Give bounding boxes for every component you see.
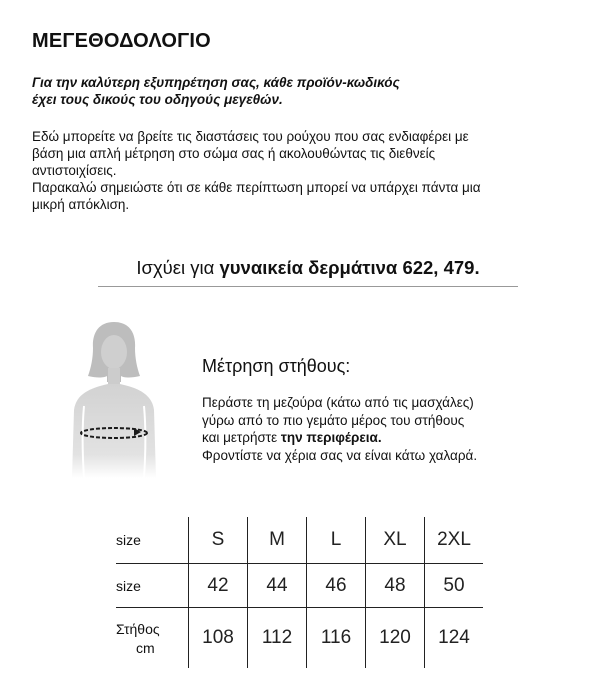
measurement-title: Μέτρηση στήθους: [202, 356, 351, 376]
description-line: βάση μια απλή μέτρηση στο σώμα σας ή ακολουθώντας τις διεθνείς [32, 146, 436, 161]
size-number-label: size [116, 564, 189, 608]
applies-prefix: Ισχύει για [136, 257, 220, 278]
instruction-line: γύρω από το πιο γεμάτο μέρος του στήθους [202, 412, 465, 428]
chest-cell: 120 [366, 608, 425, 669]
description-line: Παρακαλώ σημειώστε ότι σε κάθε περίπτωση μπορεί να υπάρχει πάντα μια [32, 180, 481, 195]
measurement-instructions [202, 394, 542, 464]
header-label: size [116, 517, 189, 564]
size-number-cell: 46 [307, 564, 366, 608]
table-header-row [116, 517, 483, 564]
chest-cell: 124 [425, 608, 484, 669]
instruction-line: Φροντίστε να χέρια σας να είναι κάτω χαλαρά. [202, 447, 478, 463]
size-m: M [248, 517, 307, 564]
table-row [116, 608, 483, 669]
size-s: S [189, 517, 248, 564]
applies-products: γυναικεία δερμάτινα 622, 479. [219, 257, 480, 278]
chest-cell: 112 [248, 608, 307, 669]
chest-label-line1: Στήθος [116, 621, 160, 637]
chest-cell: 108 [189, 608, 248, 669]
chest-label [116, 608, 189, 669]
page-title: ΜΕΓΕΘΟΔΟΛΟΓΙΟ [32, 30, 211, 52]
description [32, 128, 577, 213]
woman-silhouette-svg [64, 318, 164, 478]
table-row [116, 564, 483, 608]
size-number-cell: 44 [248, 564, 307, 608]
intro-line: έχει τους δικούς του οδηγούς μεγεθών. [32, 92, 283, 107]
description-line: μικρή απόκλιση. [32, 197, 130, 212]
intro-line: Για την καλύτερη εξυπηρέτηση σας, κάθε προϊόν-κωδικός [32, 75, 400, 90]
instruction-emphasis: την περιφέρεια. [280, 430, 382, 445]
description-line: Εδώ μπορείτε να βρείτε τις διαστάσεις του ρούχου που σας ενδιαφέρει με [32, 129, 469, 144]
size-number-cell: 48 [366, 564, 425, 608]
instruction-line [202, 429, 542, 447]
description-line: αντιστοιχίσεις. [32, 163, 117, 178]
instruction-line: Περάστε τη μεζούρα (κάτω από τις μασχάλες) [202, 395, 474, 410]
size-chart-table [116, 517, 483, 668]
size-l: L [307, 517, 366, 564]
woman-silhouette-icon [64, 318, 164, 478]
size-number-cell: 42 [189, 564, 248, 608]
size-2xl: 2XL [425, 517, 484, 564]
size-number-cell: 50 [425, 564, 484, 608]
instruction-prefix: και μετρήστε [202, 430, 281, 445]
chest-label-unit: cm [136, 640, 155, 656]
chest-cell: 116 [307, 608, 366, 669]
applies-to-heading [98, 256, 518, 287]
size-xl: XL [366, 517, 425, 564]
intro-note [32, 74, 452, 108]
